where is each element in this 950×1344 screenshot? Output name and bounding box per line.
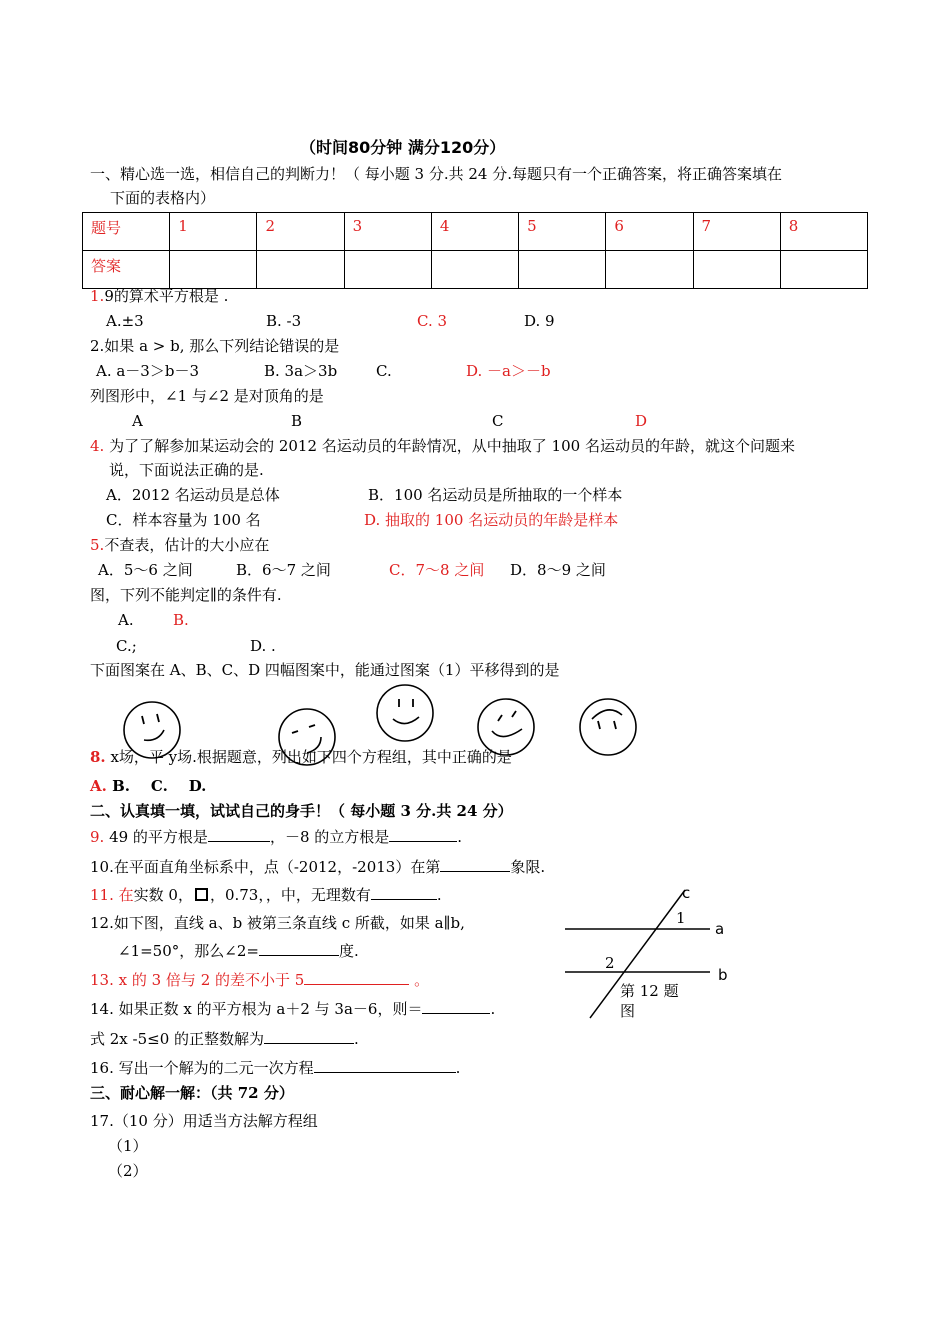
figure-caption-line1: 第 12 题 [620, 982, 679, 1000]
question-text: 9的算术平方根是 . [104, 287, 229, 305]
question-number: 11. [90, 886, 114, 904]
answer-cell-3[interactable] [344, 251, 431, 289]
option-a: A．2012 名运动员是总体 [106, 486, 280, 504]
question-text: 式 2x -5≤0 的正整数解为 [90, 1030, 265, 1048]
question-8 [90, 747, 512, 767]
question-12-line1: 12.如下图，直线 a、b 被第三条直线 c 所截，如果 a∥b, [90, 914, 465, 932]
section1-title-line1: 一、精心选一选，相信自己的判断力！（ 每小题 3 分.共 24 分.每题只有一个正确答案，将正确答案填在 [90, 165, 783, 183]
question-5 [90, 535, 269, 555]
question-text: 13. x 的 3 倍与 2 的差不小于 5 [90, 971, 305, 989]
section1-title-line2: 下面的表格内） [110, 189, 216, 207]
answer-cell-2[interactable] [257, 251, 344, 289]
question-15 [90, 1029, 359, 1049]
answer-cell-5[interactable] [519, 251, 606, 289]
question-text: ，0.73，，中，无理数有 [209, 886, 371, 904]
square-symbol-icon [195, 888, 208, 901]
parallel-lines-figure [560, 880, 750, 1030]
option-c: C．7～8 之间 [389, 561, 485, 579]
question-text: 14. 如果正数 x 的平方根为 a＋2 与 3a－6，则＝ [90, 1000, 423, 1018]
question-text: . [354, 1030, 359, 1048]
question-text: 象限. [510, 858, 546, 876]
option-c: C. [376, 362, 392, 380]
question-text: . [455, 1059, 461, 1077]
question-8-options [90, 776, 206, 796]
label-1: 1 [676, 909, 686, 927]
question-text: . [436, 886, 442, 904]
smiley-icon [375, 683, 435, 743]
answer-blank[interactable] [259, 941, 339, 956]
option-d: D. －a＞－b [466, 362, 551, 380]
option-b: B. -3 [266, 312, 302, 330]
question-14 [90, 999, 495, 1019]
question-text: . [490, 1000, 496, 1018]
answer-blank[interactable] [208, 827, 270, 842]
question-text: 度. [338, 942, 359, 960]
question-text: x场，平 y场.根据题意，列出如下四个方程组，其中正确的是 [110, 748, 512, 766]
option-c: C. 3 [417, 312, 448, 330]
section2-title: 二、认真填一填，试试自己的身手！（ 每小题 3 分.共 24 分） [90, 802, 513, 820]
option-a: A. [90, 777, 107, 795]
question-text: 10.在平面直角坐标系中，点（-2012，-2013）在第 [90, 858, 441, 876]
answer-blank[interactable] [264, 1029, 354, 1044]
answer-table-row-answers [83, 251, 868, 289]
answer-blank[interactable] [422, 999, 490, 1014]
option-c: C.; [116, 637, 137, 655]
question-4 [90, 436, 795, 456]
question-16 [90, 1058, 460, 1078]
option-b: B. 3a＞3b [264, 362, 338, 380]
question-text: 16. 写出一个解为的二元一次方程 [90, 1059, 314, 1077]
figure-caption-line2: 图 [620, 1002, 636, 1020]
table-cell: 6 [606, 213, 693, 251]
table-cell: 1 [170, 213, 257, 251]
question-4-line2: 说，下面说法正确的是. [109, 461, 264, 479]
option-d: D. 9 [524, 312, 555, 330]
answer-cell-8[interactable] [780, 251, 867, 289]
question-10 [90, 857, 545, 877]
question-text: 实数 0， [133, 886, 193, 904]
option-d: D. . [250, 637, 276, 655]
label-2: 2 [605, 954, 615, 972]
option-b: B. [112, 777, 131, 795]
question-text: 为了了解参加某运动会的 2012 名运动员的年龄情况，从中抽取了 100 名运动员的年龄，就这个问题来 [104, 437, 795, 455]
question-6: 图，下列不能判定∥的条件有. [90, 586, 282, 604]
question-text: 在 [113, 886, 134, 904]
table-cell: 2 [257, 213, 344, 251]
option-d: D. 抽取的 100 名运动员的年龄是样本 [364, 511, 619, 529]
option-b: B．6～7 之间 [236, 561, 331, 579]
answer-blank[interactable] [314, 1058, 456, 1073]
question-13 [90, 970, 429, 990]
question-number: 8. [90, 748, 106, 766]
section3-title: 三、耐心解一解：（共 72 分） [90, 1084, 294, 1102]
answer-cell-6[interactable] [606, 251, 693, 289]
option-d: D．8～9 之间 [510, 561, 606, 579]
option-a: A．5～6 之间 [98, 561, 193, 579]
answer-table-row-numbers [83, 213, 868, 251]
option-b: B [291, 412, 303, 430]
question-number: 9. [90, 828, 105, 846]
option-a: A. a－3＞b－3 [96, 362, 200, 380]
question-17: 17.（10 分）用适当方法解方程组 [90, 1112, 318, 1130]
question-7: 下面图案在 A、B、C、D 四幅图案中，能通过图案（1）平移得到的是 [90, 661, 560, 679]
table-cell: 4 [431, 213, 518, 251]
answer-cell-4[interactable] [431, 251, 518, 289]
question-number: 5. [90, 536, 105, 554]
question-text: 。 [409, 971, 430, 989]
question-1 [90, 286, 228, 306]
table-cell: 7 [693, 213, 780, 251]
answer-table [82, 212, 868, 289]
option-c: C [492, 412, 504, 430]
answer-cell-7[interactable] [693, 251, 780, 289]
option-c: C．样本容量为 100 名 [106, 511, 261, 529]
option-a: A. [118, 611, 134, 629]
option-d: D [635, 412, 648, 430]
question-text: 49 的平方根是 [104, 828, 208, 846]
question-text: 不查表，估计的大小应在 [104, 536, 270, 554]
answer-blank[interactable] [371, 885, 437, 900]
answer-blank[interactable] [304, 970, 409, 985]
exam-time-score: （时间80分钟 满分120分） [300, 138, 506, 157]
answer-blank[interactable] [440, 857, 510, 872]
option-a: A.±3 [106, 312, 144, 330]
question-text: ∠1=50°，那么∠2= [118, 942, 259, 960]
table-cell: 3 [344, 213, 431, 251]
label-a: a [715, 920, 725, 938]
table-cell: 题号 [83, 213, 170, 251]
question-9 [90, 827, 462, 847]
question-17-part1: （1） [108, 1137, 148, 1155]
question-number: 1. [90, 287, 105, 305]
question-text: . [457, 828, 463, 846]
question-11 [90, 885, 442, 905]
question-number: 4. [90, 437, 105, 455]
label-b: b [718, 966, 728, 984]
label-c: c [682, 884, 691, 902]
option-b: B. [173, 611, 189, 629]
question-3: 列图形中，∠1 与∠2 是对顶角的是 [90, 387, 324, 405]
answer-blank[interactable] [389, 827, 457, 842]
option-a: A [132, 412, 143, 430]
option-c: C. [150, 777, 168, 795]
option-b: B．100 名运动员是所抽取的一个样本 [368, 486, 623, 504]
option-d: D. [188, 777, 207, 795]
table-cell: 8 [780, 213, 867, 251]
question-12-line2 [118, 941, 359, 961]
question-text: ，－8 的立方根是 [269, 828, 390, 846]
question-17-part2: （2） [108, 1162, 148, 1180]
smiley-icon [578, 697, 638, 757]
table-cell: 答案 [83, 251, 170, 289]
answer-cell-1[interactable] [170, 251, 257, 289]
question-2: 2.如果 a > b, 那么下列结论错误的是 [90, 337, 340, 355]
table-cell: 5 [519, 213, 606, 251]
